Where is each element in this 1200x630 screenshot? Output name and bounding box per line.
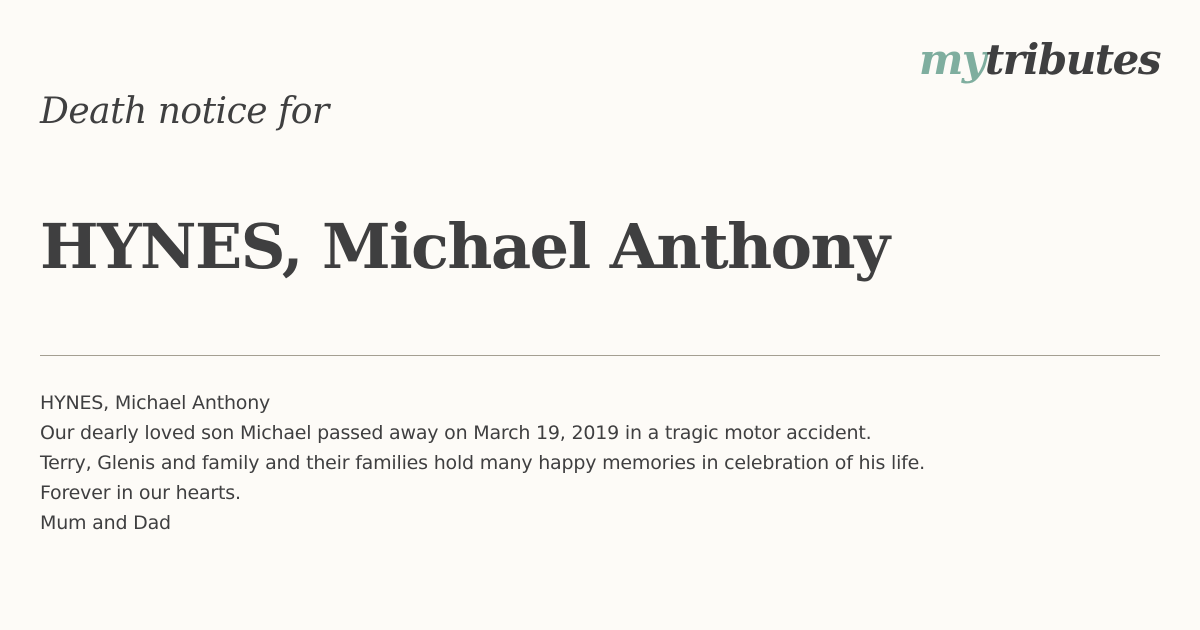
notice-line-memories: Terry, Glenis and family and their families hold many happy memories in celebration of his life. <box>40 452 925 474</box>
notice-line-signoff: Mum and Dad <box>40 512 171 534</box>
notice-line-announcement: Our dearly loved son Michael passed away on March 19, 2019 in a tragic motor accident. <box>40 422 872 444</box>
notice-line-name: HYNES, Michael Anthony <box>40 392 271 414</box>
deceased-name-title: HYNES, Michael Anthony <box>40 210 889 283</box>
notice-body <box>40 388 1160 538</box>
logo-my-text: my <box>918 35 985 84</box>
notice-line-forever: Forever in our hearts. <box>40 482 241 504</box>
section-divider <box>40 355 1160 356</box>
notice-kicker: Death notice for <box>40 91 329 132</box>
logo-tributes-text: tributes <box>984 35 1160 84</box>
mytributes-logo[interactable] <box>919 32 1160 88</box>
